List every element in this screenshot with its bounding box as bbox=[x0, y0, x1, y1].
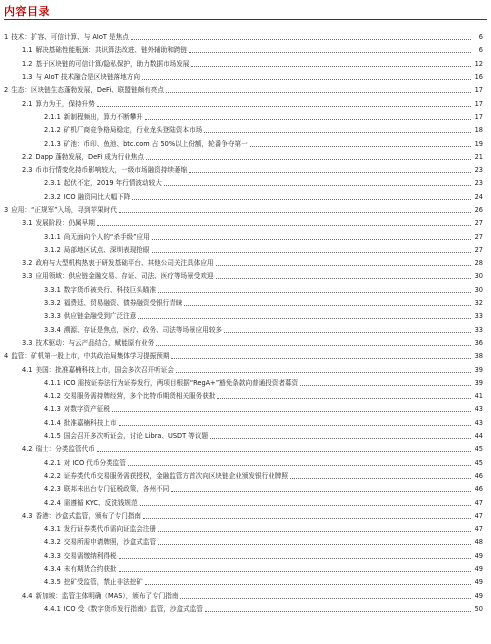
toc-entry-title[interactable]: 福费廷、贸易融资、债券融资受银行青睐 bbox=[63, 299, 183, 308]
toc-entry-page: 27 bbox=[474, 219, 483, 228]
toc-entry-page: 27 bbox=[474, 245, 483, 254]
dot-leader bbox=[128, 465, 471, 466]
toc-entry-page: 48 bbox=[474, 538, 483, 547]
toc-entry-title[interactable]: 应用领域：供应链金融交易、存证、司法、医疗等场景受欢迎 bbox=[35, 272, 214, 281]
dot-leader bbox=[166, 92, 471, 93]
toc-entry[interactable] bbox=[0, 297, 491, 310]
toc-entry-title[interactable]: 未有期货合约获批 bbox=[63, 565, 117, 574]
toc-entry-number: 3.3 bbox=[22, 338, 33, 347]
toc-entry-page: 19 bbox=[474, 139, 483, 148]
toc-entry-page: 41 bbox=[474, 392, 483, 401]
toc-entry[interactable] bbox=[0, 257, 491, 270]
dot-leader bbox=[119, 212, 471, 213]
toc-entry-number: 3.3 bbox=[22, 272, 33, 281]
toc-entry-title[interactable]: 局部地区试点、深圳表现抢眼 bbox=[63, 245, 150, 254]
toc-entry-title[interactable]: 供应链金融受到广泛注意 bbox=[63, 312, 137, 321]
dot-leader bbox=[216, 278, 471, 279]
toc-entry-page: 45 bbox=[474, 445, 483, 454]
dot-leader bbox=[204, 132, 471, 133]
toc-entry[interactable] bbox=[0, 603, 491, 616]
dot-leader bbox=[97, 225, 471, 226]
toc-entry-number: 4.4.1 bbox=[44, 604, 61, 613]
dot-leader bbox=[145, 584, 471, 585]
toc-entry-page: 26 bbox=[474, 206, 483, 214]
toc-entry-title[interactable]: 矿机厂商竞争格局稳定，行业龙头登陆资本市场 bbox=[63, 126, 203, 135]
toc-entry-number: 2.2 bbox=[22, 152, 33, 161]
toc-entry-title[interactable]: 新加坡：监管主体明确（MAS），颁布了专门指南 bbox=[35, 591, 179, 600]
toc-entry-page: 27 bbox=[474, 232, 483, 241]
dot-leader bbox=[119, 558, 471, 559]
toc-entry-number: 4.3 bbox=[22, 511, 33, 520]
toc-entry-title[interactable]: ICO 需按证券法行为证券发行，两项目根据“RegA+”豁免条款向普通投资者募资 bbox=[63, 378, 299, 387]
toc-entry-number: 2 bbox=[4, 86, 9, 95]
dot-leader bbox=[180, 598, 471, 599]
toc-entry-page: 28 bbox=[474, 259, 483, 268]
toc-entry[interactable] bbox=[0, 230, 491, 243]
dot-leader bbox=[205, 611, 471, 612]
dot-leader bbox=[152, 239, 471, 240]
toc-entry-page: 23 bbox=[474, 166, 483, 175]
toc-entry-number: 2.1.2 bbox=[44, 126, 61, 135]
toc-entry-page: 17 bbox=[474, 112, 483, 121]
toc-entry-title[interactable]: 技术：扩容、可信计算、与 AIoT 是焦点 bbox=[11, 33, 129, 42]
toc-entry-title[interactable]: 技术驱动：与云产品结合，赋能原有业务 bbox=[35, 338, 155, 347]
toc-entry-title[interactable]: 交易所需申请牌照，沙盒式监管 bbox=[63, 538, 157, 547]
dot-leader bbox=[140, 505, 471, 506]
toc-entry[interactable] bbox=[0, 71, 491, 84]
toc-entry-title[interactable]: 解决基础性能瓶颈：共识算法改进、链外辅助和跨链 bbox=[35, 46, 188, 55]
toc-entry-number: 2.3.1 bbox=[44, 179, 61, 188]
toc-entry-number: 3.3.4 bbox=[44, 325, 61, 334]
toc-entry[interactable] bbox=[0, 191, 491, 204]
toc-entry-number: 4.3.5 bbox=[44, 578, 61, 587]
toc-entry-title[interactable]: 与 AIoT 技术融合是区块链落地方向 bbox=[35, 73, 140, 82]
page-title: 内容目录 bbox=[4, 5, 50, 18]
toc-entry-number: 4.4 bbox=[22, 591, 33, 600]
toc-entry[interactable] bbox=[0, 204, 491, 217]
dot-leader bbox=[119, 571, 471, 572]
toc-entry-page: 16 bbox=[474, 73, 483, 82]
toc-entry-number: 4.1.4 bbox=[44, 418, 61, 427]
toc-entry-page: 49 bbox=[474, 591, 483, 600]
toc-entry[interactable] bbox=[0, 97, 491, 110]
toc-entry-number: 1.2 bbox=[22, 59, 33, 68]
dot-leader bbox=[131, 39, 471, 40]
toc-entry-page: 6 bbox=[478, 33, 483, 42]
toc-entry-number: 2.3 bbox=[22, 166, 33, 175]
toc-entry-title[interactable]: 美国：批准嘉楠科技上市，国会多次召开听证会 bbox=[35, 365, 174, 374]
toc-entry[interactable] bbox=[0, 443, 491, 456]
toc-entry-page: 49 bbox=[474, 551, 483, 560]
dot-leader bbox=[158, 531, 471, 532]
toc-entry-title[interactable]: 应用：“正规军”入场，寻到苹果时代 bbox=[11, 206, 117, 214]
toc-entry-title[interactable]: 香港：沙盒式监管，颁布了专门指南 bbox=[35, 511, 141, 520]
toc-entry[interactable] bbox=[0, 58, 491, 71]
toc-entry-page: 21 bbox=[474, 152, 483, 161]
toc-entry[interactable] bbox=[0, 417, 491, 430]
toc-entry-number: 4.1.3 bbox=[44, 405, 61, 414]
toc-entry-title[interactable]: 监管：矿机第一股上市，中共政治局集体学习提振预期 bbox=[11, 352, 170, 361]
toc-entry-number: 1.3 bbox=[22, 73, 33, 82]
toc-entry-title[interactable]: 国会召开多次听证会，讨论 Libra、USDT 等议题 bbox=[63, 432, 209, 441]
toc-entry-page: 50 bbox=[474, 604, 483, 613]
toc-entry[interactable] bbox=[0, 151, 491, 164]
toc-entry-number: 4.3.1 bbox=[44, 525, 61, 534]
toc-entry-title[interactable]: Dapp 蓬勃发展，DeFi 成为行业焦点 bbox=[35, 152, 144, 161]
toc-entry[interactable] bbox=[0, 430, 491, 443]
toc-entry-page: 43 bbox=[474, 418, 483, 427]
toc-entry-number: 4.2.3 bbox=[44, 485, 61, 494]
dot-leader bbox=[138, 318, 471, 319]
toc-entry-number: 4.3.2 bbox=[44, 538, 61, 547]
toc-entry[interactable] bbox=[0, 377, 491, 390]
dot-leader bbox=[176, 372, 471, 373]
dot-leader bbox=[152, 252, 472, 253]
toc-entry-title[interactable]: 联邦未出台专门征税政策，各州不同 bbox=[63, 485, 170, 494]
toc-entry-number: 3.1 bbox=[22, 219, 33, 228]
toc-entry-title[interactable]: 发展阶段：仍属早期 bbox=[35, 219, 95, 228]
dot-leader bbox=[224, 332, 471, 333]
dot-leader bbox=[189, 172, 471, 173]
toc-entry-title[interactable]: 瑞士：分类监管代币 bbox=[35, 445, 95, 454]
toc-entry[interactable] bbox=[0, 563, 491, 576]
toc-entry[interactable] bbox=[0, 84, 491, 97]
dot-leader bbox=[97, 106, 471, 107]
title-divider bbox=[4, 19, 487, 20]
dot-leader bbox=[189, 52, 471, 53]
dot-leader bbox=[158, 292, 471, 293]
toc-entry-title[interactable]: ICO 受《数字货币发行指南》监管，沙盒式监管 bbox=[63, 604, 203, 613]
toc-entry[interactable] bbox=[0, 536, 491, 549]
toc-entry-number: 3.1.1 bbox=[44, 232, 61, 241]
toc-entry[interactable] bbox=[0, 31, 491, 44]
toc-entry-title[interactable]: 发行证券类代币需向证监会注册 bbox=[63, 525, 157, 534]
toc-entry-page: 44 bbox=[474, 432, 483, 441]
toc-entry-title[interactable]: ICO 融资同比大幅下降 bbox=[63, 192, 131, 201]
toc-entry[interactable] bbox=[0, 363, 491, 376]
dot-leader bbox=[97, 451, 471, 452]
toc-entry-page: 47 bbox=[474, 511, 483, 520]
dot-leader bbox=[145, 119, 471, 120]
dot-leader bbox=[171, 491, 471, 492]
toc-entry-number: 4.1.1 bbox=[44, 378, 61, 387]
toc-entry-page: 36 bbox=[474, 338, 483, 347]
toc-entry-title[interactable]: 矿池：币印、鱼池、btc.com 占 50%以上份额，轮番争夺第一 bbox=[63, 139, 248, 148]
toc-entry-page: 43 bbox=[474, 405, 483, 414]
toc-entry-number: 4.3.3 bbox=[44, 551, 61, 560]
toc-entry[interactable] bbox=[0, 390, 491, 403]
toc-entry[interactable] bbox=[0, 244, 491, 257]
toc-entry-title[interactable]: 新制程频出，算力不断攀升 bbox=[63, 112, 143, 121]
toc-entry[interactable] bbox=[0, 164, 491, 177]
toc-entry-page: 47 bbox=[474, 498, 483, 507]
toc-entry-page: 18 bbox=[474, 126, 483, 135]
toc-entry-title[interactable]: 对数字资产征税 bbox=[63, 405, 110, 414]
toc-entry-page: 47 bbox=[474, 525, 483, 534]
dot-leader bbox=[290, 478, 471, 479]
toc-entry-number: 4.2.4 bbox=[44, 498, 61, 507]
toc-entry-title[interactable]: 币市行情变化持币影响较大，一级市场融资持续萎缩 bbox=[35, 166, 188, 175]
dot-leader bbox=[164, 185, 471, 186]
toc-entry-title[interactable]: 溯源、存证是焦点，医疗、政务、司法等场景应用较多 bbox=[63, 325, 223, 334]
toc-entry-number: 2.1.1 bbox=[44, 112, 61, 121]
table-of-contents bbox=[0, 31, 491, 616]
dot-leader bbox=[119, 425, 471, 426]
toc-entry[interactable] bbox=[0, 217, 491, 230]
toc-entry[interactable] bbox=[0, 284, 491, 297]
toc-entry-title[interactable]: 交易服务需持牌经营，多个比特币期货相关服务获批 bbox=[63, 392, 216, 401]
dot-leader bbox=[210, 438, 471, 439]
toc-entry-page: 49 bbox=[474, 565, 483, 574]
dot-leader bbox=[171, 358, 471, 359]
toc-entry-number: 3 bbox=[4, 206, 9, 214]
toc-entry-page: 39 bbox=[474, 365, 483, 374]
toc-entry[interactable] bbox=[0, 470, 491, 483]
toc-entry[interactable] bbox=[0, 324, 491, 337]
toc-entry-number: 4.3.4 bbox=[44, 565, 61, 574]
toc-entry-number: 3.1.2 bbox=[44, 245, 61, 254]
toc-entry[interactable] bbox=[0, 124, 491, 137]
toc-entry[interactable] bbox=[0, 137, 491, 150]
toc-entry[interactable] bbox=[0, 44, 491, 57]
toc-entry-number: 4.1 bbox=[22, 365, 33, 374]
dot-leader bbox=[112, 411, 471, 412]
toc-entry-title[interactable]: 需遵循 KYC、反洗钱规范 bbox=[63, 498, 138, 507]
toc-entry-page: 17 bbox=[474, 99, 483, 108]
toc-entry-page: 46 bbox=[474, 471, 483, 480]
toc-entry-page: 45 bbox=[474, 458, 483, 467]
toc-entry-number: 3.3.3 bbox=[44, 312, 61, 321]
toc-entry-page: 17 bbox=[474, 86, 483, 95]
toc-entry[interactable] bbox=[0, 589, 491, 602]
toc-entry-title[interactable]: 政府与大型机构热衷于研发基础平台、其他公司关注具体应用 bbox=[35, 259, 214, 268]
toc-entry-title[interactable]: 算力为王，保持升势 bbox=[35, 99, 95, 108]
dot-leader bbox=[132, 199, 471, 200]
toc-entry-number: 4 bbox=[4, 352, 9, 361]
toc-entry-page: 30 bbox=[474, 285, 483, 294]
toc-entry-page: 23 bbox=[474, 179, 483, 188]
toc-entry-page: 46 bbox=[474, 485, 483, 494]
toc-entry-page: 39 bbox=[474, 378, 483, 387]
dot-leader bbox=[156, 345, 471, 346]
toc-entry-page: 49 bbox=[474, 578, 483, 587]
toc-entry[interactable] bbox=[0, 550, 491, 563]
toc-entry[interactable] bbox=[0, 483, 491, 496]
toc-entry-title[interactable]: 数字货币被央行、科技巨头瞄准 bbox=[63, 285, 157, 294]
toc-entry[interactable] bbox=[0, 270, 491, 283]
toc-entry-number: 4.2.1 bbox=[44, 458, 61, 467]
toc-entry[interactable] bbox=[0, 350, 491, 363]
toc-entry[interactable] bbox=[0, 510, 491, 523]
toc-entry-title[interactable]: 证券类代币交易服务需获授权，金融监管方首次向区块链企业颁发银行业牌照 bbox=[63, 471, 288, 480]
toc-entry[interactable] bbox=[0, 523, 491, 536]
toc-entry-number: 1 bbox=[4, 33, 9, 42]
toc-entry-page: 32 bbox=[474, 299, 483, 308]
toc-entry-title[interactable]: 交易需缴纳利得税 bbox=[63, 551, 117, 560]
toc-entry-page: 38 bbox=[474, 352, 483, 361]
dot-leader bbox=[158, 544, 471, 545]
toc-entry-number: 3.3.2 bbox=[44, 299, 61, 308]
toc-entry-page: 6 bbox=[478, 46, 483, 55]
dot-leader bbox=[146, 159, 471, 160]
toc-entry-page: 12 bbox=[474, 59, 483, 68]
toc-entry-number: 3.2 bbox=[22, 259, 33, 268]
dot-leader bbox=[191, 66, 471, 67]
dot-leader bbox=[184, 305, 471, 306]
toc-entry-page: 33 bbox=[474, 312, 483, 321]
dot-leader bbox=[143, 518, 471, 519]
toc-entry[interactable] bbox=[0, 337, 491, 350]
dot-leader bbox=[216, 265, 471, 266]
dot-leader bbox=[142, 79, 471, 80]
toc-entry-number: 2.1.3 bbox=[44, 139, 61, 148]
dot-leader bbox=[300, 385, 471, 386]
toc-entry-number: 4.1.5 bbox=[44, 432, 61, 441]
toc-entry-title[interactable]: 基于区块链的可信计算/隐私保护，助力数据市场发展 bbox=[35, 59, 190, 68]
toc-entry-page: 24 bbox=[474, 192, 483, 201]
toc-entry[interactable] bbox=[0, 403, 491, 416]
toc-entry-title[interactable]: 批准嘉楠科技上市 bbox=[63, 418, 117, 427]
dot-leader bbox=[250, 146, 471, 147]
toc-entry-title[interactable]: 挖矿受监管，禁止非法挖矿 bbox=[63, 578, 143, 587]
toc-entry[interactable] bbox=[0, 177, 491, 190]
toc-entry-page: 33 bbox=[474, 325, 483, 334]
dot-leader bbox=[217, 398, 471, 399]
toc-entry-page: 30 bbox=[474, 272, 483, 281]
toc-entry-number: 4.2.2 bbox=[44, 471, 61, 480]
toc-entry-number: 2.3.2 bbox=[44, 192, 61, 201]
toc-entry-number: 1.1 bbox=[22, 46, 33, 55]
toc-entry[interactable] bbox=[0, 111, 491, 124]
toc-entry-title[interactable]: 尚无面向个人的“杀手级”应用 bbox=[63, 232, 150, 241]
toc-entry-number: 4.1.2 bbox=[44, 392, 61, 401]
toc-entry-title[interactable]: 对 ICO 代币分类监管 bbox=[63, 458, 126, 467]
toc-entry[interactable] bbox=[0, 576, 491, 589]
toc-entry-title[interactable]: 起伏不定，2019 年行情波动较大 bbox=[63, 179, 162, 188]
toc-entry-number: 2.1 bbox=[22, 99, 33, 108]
toc-entry-number: 4.2 bbox=[22, 445, 33, 454]
toc-entry[interactable] bbox=[0, 310, 491, 323]
toc-entry-title[interactable]: 生态：区块链生态蓬勃发展，DeFi、联盟链颇有亮点 bbox=[11, 86, 164, 95]
toc-entry[interactable] bbox=[0, 496, 491, 509]
toc-entry-number: 3.3.1 bbox=[44, 285, 61, 294]
toc-entry[interactable] bbox=[0, 457, 491, 470]
